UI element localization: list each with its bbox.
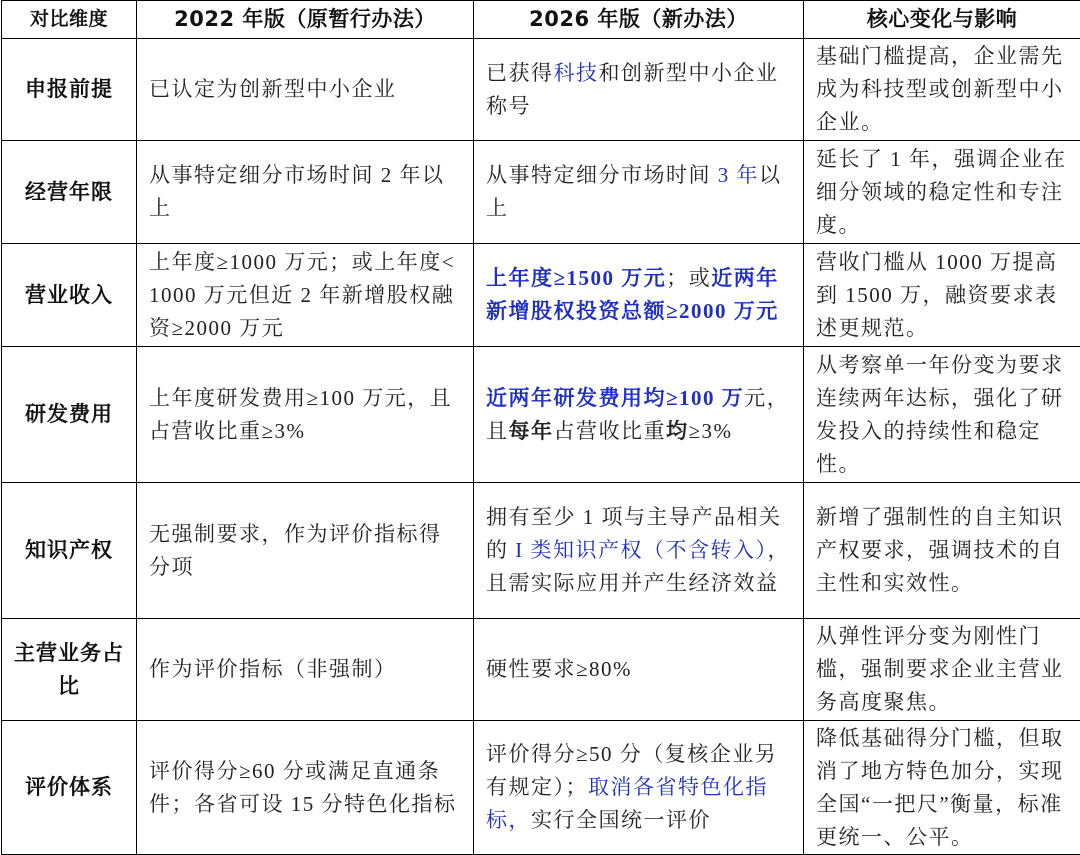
row-impact-text: 营收门槛从 1000 万提高到 1500 万，融资要求表述更规范。 xyxy=(804,244,1080,347)
row-impact-text: 降低基础得分门槛，但取消了地方特色加分，实现全国“一把尺”衡量，标准更统一、公平。 xyxy=(804,721,1080,855)
row-2022-text: 无强制要求，作为评价指标得分项 xyxy=(137,483,474,619)
row-2026-text xyxy=(474,347,804,483)
text-segment: ，且需实际应用并产生经济效益 xyxy=(486,538,790,595)
row-dimension: 研发费用 xyxy=(2,347,137,483)
table-row xyxy=(2,39,1080,141)
table-row xyxy=(2,141,1080,244)
text-segment: 上年度≥1500 万元 xyxy=(486,266,666,290)
table-row xyxy=(2,483,1080,619)
table-row xyxy=(2,619,1080,721)
row-2026-text xyxy=(474,141,804,244)
text-segment: 近两年新增股权投资总额≥2000 万元 xyxy=(486,266,779,323)
row-dimension: 申报前提 xyxy=(2,39,137,141)
text-segment: 实行全国统一评价 xyxy=(531,808,711,832)
row-dimension: 知识产权 xyxy=(2,483,137,619)
row-2022-text: 评价得分≥60 分或满足直通条件；各省可设 15 分特色化指标 xyxy=(137,721,474,855)
header-2026-version: 2026 年版（新办法） xyxy=(474,1,804,39)
row-dimension: 经营年限 xyxy=(2,141,137,244)
text-segment: 从事特定细分市场时间 xyxy=(486,163,718,187)
row-2022-text: 从事特定细分市场时间 2 年以上 xyxy=(137,141,474,244)
row-2026-text xyxy=(474,39,804,141)
header-row xyxy=(2,1,1080,39)
text-segment: 取消各省特色化指标， xyxy=(486,775,768,832)
text-segment: 拥有至少 1 项与主导产品相关的 xyxy=(486,505,782,562)
row-impact-text: 延长了 1 年，强调企业在细分领域的稳定性和专注度。 xyxy=(804,141,1080,244)
table-row xyxy=(2,244,1080,347)
row-2026-text xyxy=(474,619,804,721)
row-2026-text xyxy=(474,244,804,347)
text-segment: 以上 xyxy=(486,163,782,220)
text-segment: 元，且 xyxy=(486,386,789,443)
text-segment: ；或 xyxy=(666,266,711,290)
table-row xyxy=(2,347,1080,483)
row-2022-text: 上年度≥1000 万元；或上年度<1000 万元但近 2 年新增股权融资≥2000 万元 xyxy=(137,244,474,347)
row-impact-text: 从考察单一年份变为要求连续两年达标，强化了研发投入的持续性和稳定性。 xyxy=(804,347,1080,483)
text-segment: 近两年研发费用均≥100 万 xyxy=(486,386,744,410)
row-impact-text: 从弹性评分变为刚性门槛，强制要求企业主营业务高度聚焦。 xyxy=(804,619,1080,721)
text-segment: 硬性要求≥80% xyxy=(486,657,632,681)
text-segment: 3 年 xyxy=(718,163,759,187)
row-2022-text: 上年度研发费用≥100 万元，且占营收比重≥3% xyxy=(137,347,474,483)
row-2026-text xyxy=(474,483,804,619)
text-segment: ≥3% xyxy=(689,419,733,443)
text-segment: 和创新型中小企业称号 xyxy=(486,61,779,118)
row-dimension: 评价体系 xyxy=(2,721,137,855)
row-impact-text: 基础门槛提高，企业需先成为科技型或创新型中小企业。 xyxy=(804,39,1080,141)
row-dimension: 营业收入 xyxy=(2,244,137,347)
text-segment: 每年 xyxy=(509,419,554,443)
header-dimension: 对比维度 xyxy=(2,1,137,39)
text-segment: 占营收比重 xyxy=(554,419,667,443)
text-segment: 均 xyxy=(666,419,689,443)
text-segment: 评价得分≥50 分（复核企业另有规定）； xyxy=(486,742,777,799)
text-segment: I 类知识产权（不含转入） xyxy=(515,538,767,562)
header-impact: 核心变化与影响 xyxy=(804,1,1080,39)
row-dimension: 主营业务占比 xyxy=(2,619,137,721)
row-2022-text: 已认定为创新型中小企业 xyxy=(137,39,474,141)
row-2026-text xyxy=(474,721,804,855)
row-2022-text: 作为评价指标（非强制） xyxy=(137,619,474,721)
text-segment: 科技 xyxy=(554,61,599,85)
row-impact-text: 新增了强制性的自主知识产权要求，强调技术的自主性和实效性。 xyxy=(804,483,1080,619)
header-2022-version: 2022 年版（原暂行办法） xyxy=(137,1,474,39)
table-row xyxy=(2,721,1080,855)
text-segment: 已获得 xyxy=(486,61,554,85)
comparison-table xyxy=(1,0,1080,855)
